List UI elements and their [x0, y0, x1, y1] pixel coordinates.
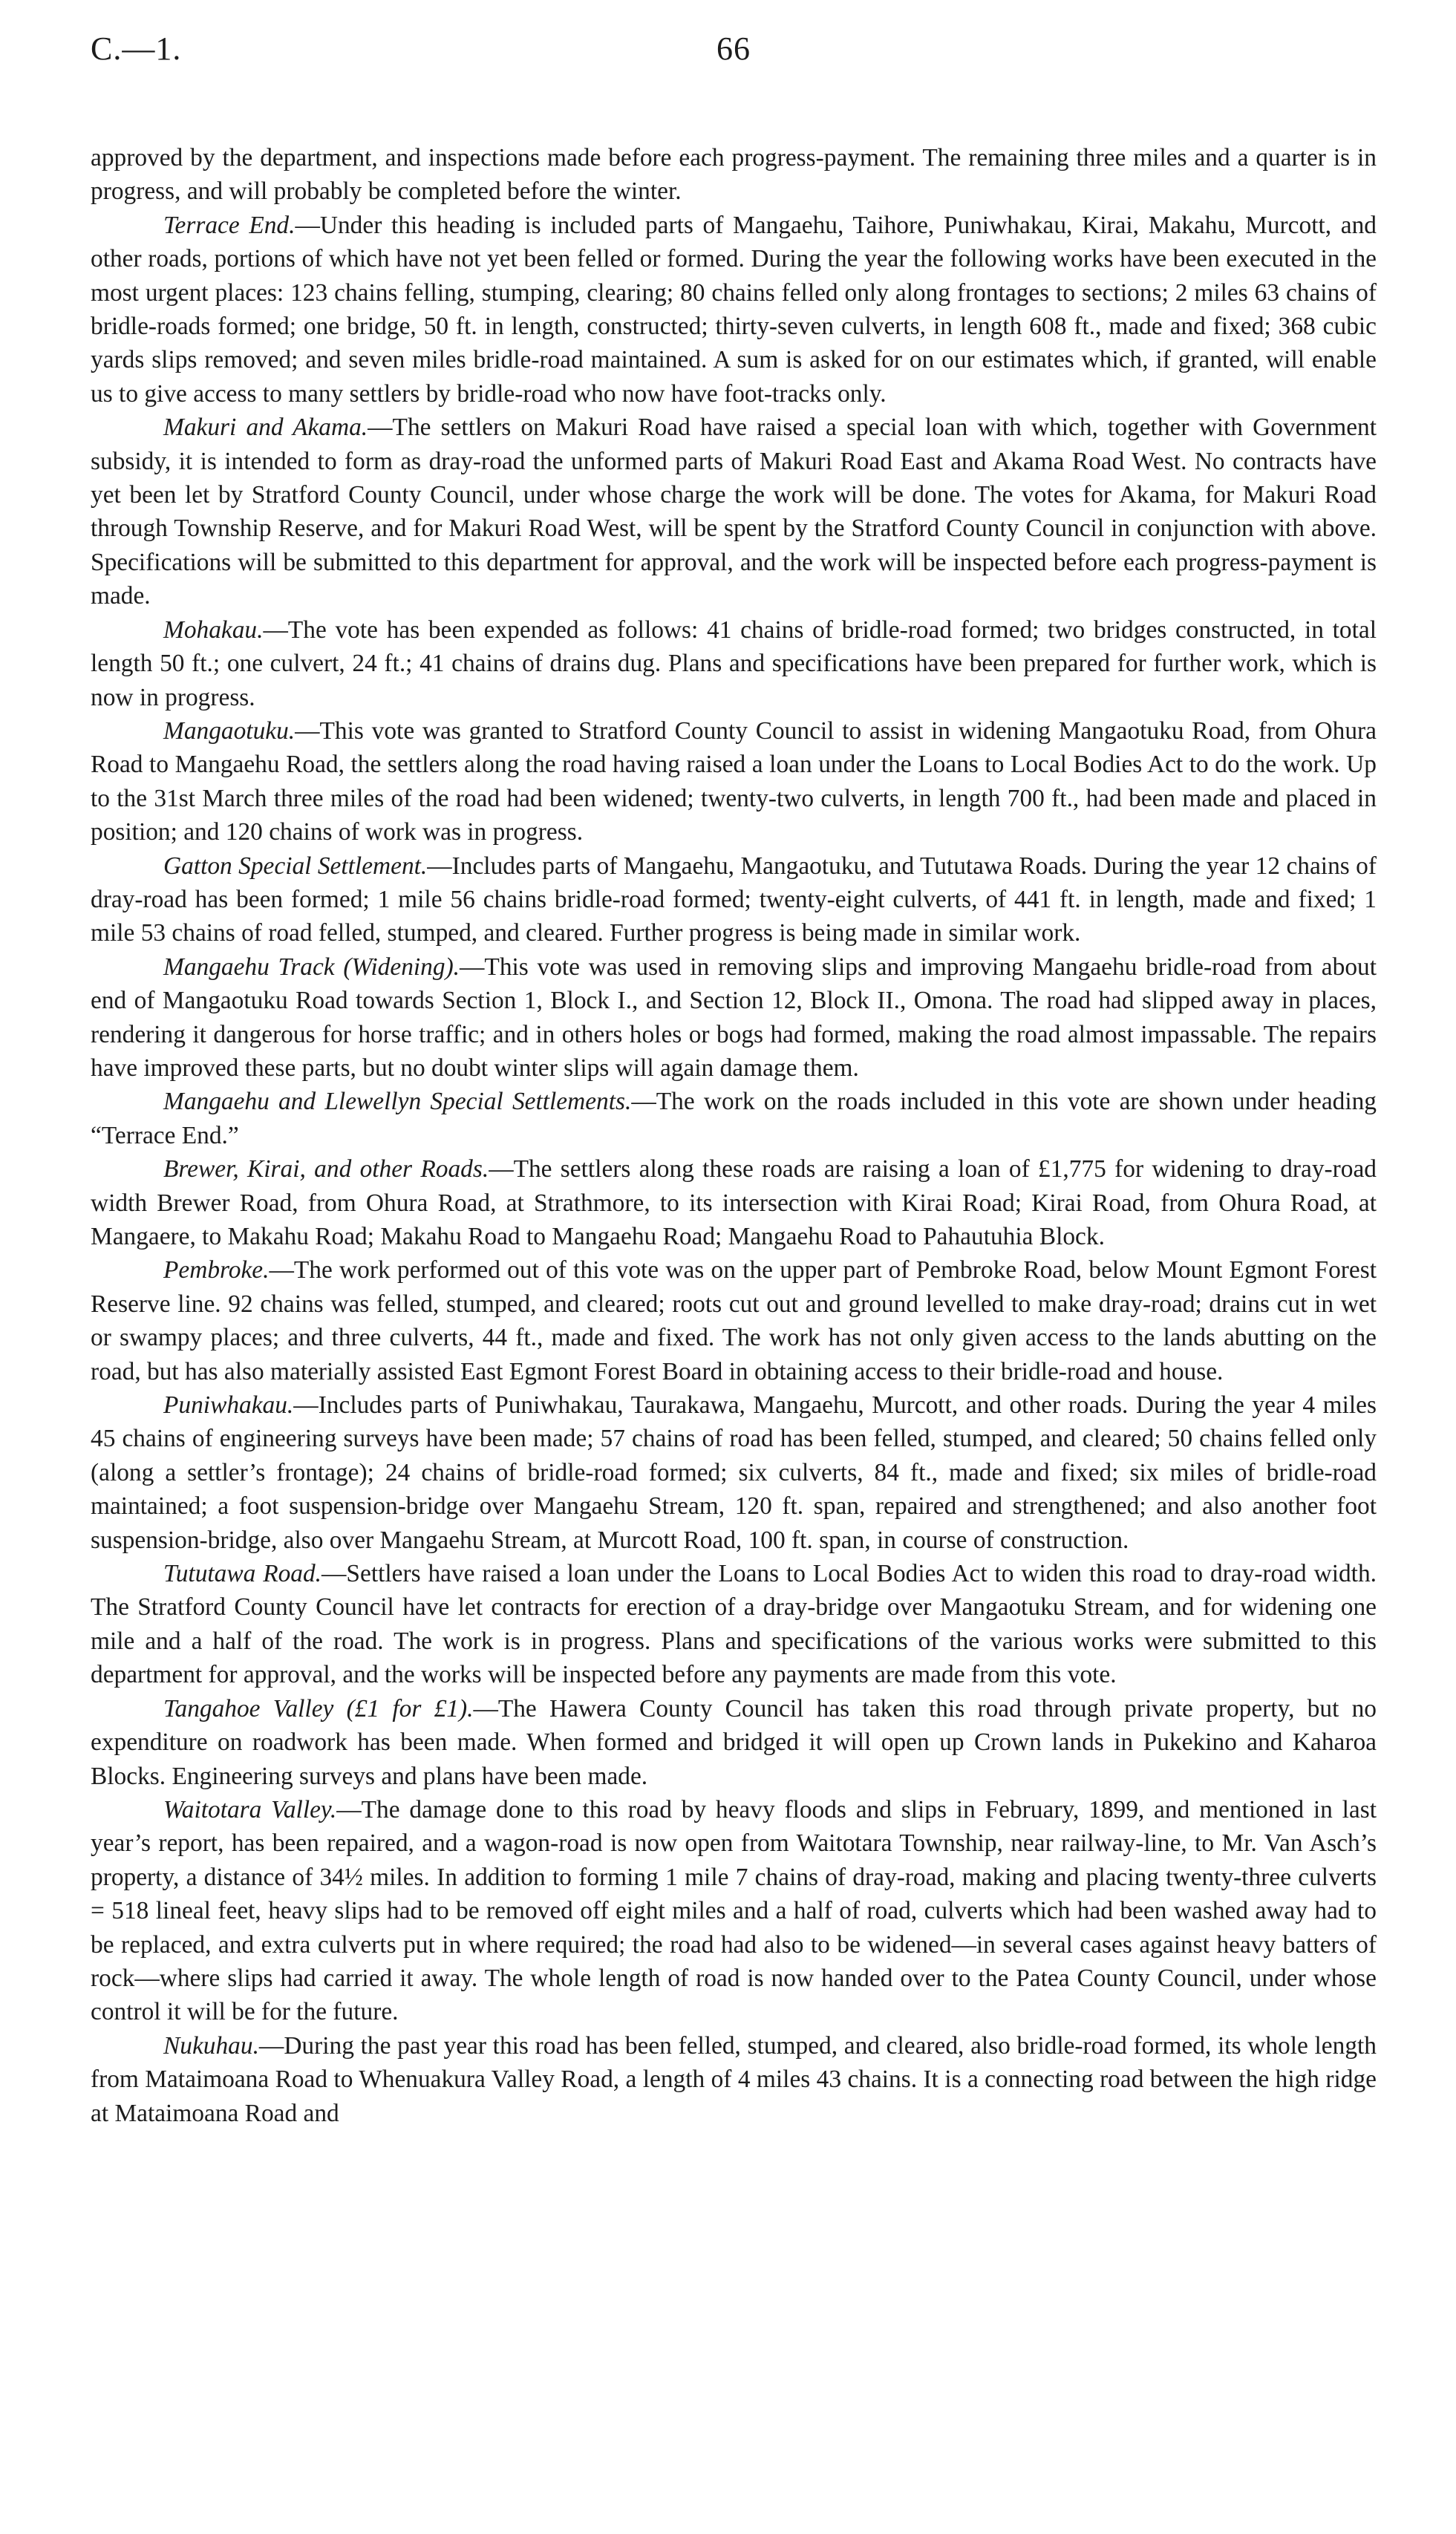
paragraph: [91, 1152, 1377, 1253]
paragraph-text: —During the past year this road has been felled, stumped, and cleared, also bridle-road formed, its whole length from Mataimoana Road to Whenuakura Valley Road, a length of 4 miles 43 chains. It is a connecting road between the high ridge at Mataimoana Road and: [91, 2031, 1377, 2127]
section-heading: Makuri and Akama.: [163, 414, 368, 442]
paragraph-text: —This vote was granted to Stratford County Council to assist in widening Mangaotuku Road, from Ohura Road to Mangaehu Road, the settlers along the road having raised a loan under the Loans to Local Bodies Act to do the work. Up to the 31st March three miles of the road had been widened; twenty-two culverts, in length 700 ft., had been made and placed in position; and 120 chains of work was in progress.: [91, 716, 1377, 846]
paragraph-text: —Includes parts of Mangaehu, Mangaotuku, and Tututawa Roads. During the year 12 chains of dray-road has been formed; 1 mile 56 chains bridle-road formed; twenty-eight culverts, of 441 ft. in length, made and fixed; 1 mile 53 chains of road felled, stumped, and cleared. Further progress is being made in similar work.: [91, 852, 1377, 947]
section-heading: Gatton Special Settlement.: [163, 852, 428, 880]
paragraph: [91, 1692, 1377, 1793]
section-heading: Nukuhau.: [163, 2031, 259, 2060]
paragraph: [91, 1253, 1377, 1388]
paragraph-text: —Under this heading is included parts of Mangaehu, Taihore, Puniwhakau, Kirai, Makahu, Murcott, and other roads, portions of which have not yet been felled or formed. During the year the following works have been executed in the most urgent places: 123 chains felling, stumping, clearing; 80 chains felled only along frontages to sections; 2 miles 63 chains of bridle-roads formed; one bridge, 50 ft. in length, constructed; thirty-seven culverts, in length 608 ft., made and fixed; 368 cubic yards slips removed; and seven miles bridle-road maintained. A sum is asked for on our estimates which, if granted, will enable us to give access to many settlers by bridle-road who now have foot-tracks only.: [91, 211, 1377, 408]
section-heading: Brewer, Kirai, and other Roads.: [163, 1155, 489, 1183]
section-heading: Waitotara Valley.: [163, 1795, 337, 1823]
paragraph-text: —Settlers have raised a loan under the Loans to Local Bodies Act to widen this road to dray-road width. The Stratford County Council have let contracts for erection of a dray-bridge over Mangaotuku Stream, and for widening one mile and a half of the road. The work is in progress. Plans and specifications of the various works were submitted to this department for approval, and the works will be inspected before any payments are made from this vote.: [91, 1560, 1377, 1689]
paragraph-text: —The work on the roads included in this vote are shown under heading “Terrace End.”: [91, 1088, 1377, 1149]
paragraph: [91, 1388, 1377, 1557]
paragraph: [91, 141, 1377, 209]
section-heading: Mohakau.: [163, 615, 264, 644]
document-page: [91, 30, 1377, 2127]
paragraph: [91, 714, 1377, 849]
paragraph: [91, 2029, 1377, 2130]
section-heading: Pembroke.: [163, 1256, 270, 1284]
paragraph-text: —This vote was used in removing slips and improving Mangaehu bridle-road from about end of Mangaotuku Road towards Section 1, Block I., and Section 12, Block II., Omona. The road had slipped away in places, rendering it dangerous for horse traffic; and in others holes or bogs had formed, making the road almost impassable. The repairs have improved these parts, but no doubt winter slips will again damage them.: [91, 953, 1377, 1082]
paragraph-text: —The vote has been expended as follows: 41 chains of bridle-road formed; two bridges constructed, in total length 50 ft.; one culvert, 24 ft.; 41 chains of drains dug. Plans and specifications have been prepared for further work, which is now in progress.: [91, 615, 1377, 711]
paragraph: [91, 950, 1377, 1085]
paragraph-text: —The settlers along these roads are raising a loan of £1,775 for widening to dray-road width Brewer Road, from Ohura Road, at Strathmore, to its intersection with Kirai Road; Kirai Road, from Ohura Road, at Mangaere, to Makahu Road; Makahu Road to Mangaehu Road; Mangaehu Road to Pahautuhia Block.: [91, 1155, 1377, 1250]
paragraph: [91, 613, 1377, 714]
section-heading: Mangaotuku.: [163, 716, 296, 745]
paragraph: [91, 209, 1377, 411]
running-head: [91, 30, 1377, 97]
paragraph-text: —The settlers on Makuri Road have raised a special loan with which, together with Government subsidy, it is intended to form as dray-road the unformed parts of Makuri Road East and Akama Road West. No contracts have yet been let by Stratford County Council, under whose charge the work will be done. The votes for Akama, for Makuri Road through Township Reserve, and for Makuri Road West, will be spent by the Stratford County Council in conjunction with above. Specifications will be submitted to this department for approval, and the work will be inspected before each progress-payment is made.: [91, 414, 1377, 610]
section-heading: Terrace End.: [163, 211, 296, 239]
paragraph: [91, 1557, 1377, 1692]
section-heading: Mangaehu and Llewellyn Special Settlements.: [163, 1088, 632, 1116]
paragraph-text: approved by the department, and inspections made before each progress-payment. The remaining three miles and a quarter is in progress, and will probably be completed before the winter.: [91, 144, 1377, 206]
section-heading: Mangaehu Track (Widening).: [163, 953, 460, 981]
paragraph-text: —The damage done to this road by heavy floods and slips in February, 1899, and mentioned in last year’s report, has been repaired, and a wagon-road is now open from Waitotara Township, near railway-line, to Mr. Van Asch’s property, a distance of 34½ miles. In addition to forming 1 mile 7 chains of dray-road, making and placing twenty-three culverts = 518 lineal feet, heavy slips had to be removed off eight miles and a half of road, culverts which had been washed away had to be replaced, and extra culverts put in where required; the road had also to be widened—in several cases against heavy batters of rock—where slips had carried it away. The whole length of road is now handed over to the Patea County Council, under whose control it will be for the future.: [91, 1795, 1377, 2026]
paragraph-text: —The work performed out of this vote was on the upper part of Pembroke Road, below Mount Egmont Forest Reserve line. 92 chains was felled, stumped, and cleared; roots cut out and ground levelled to make dray-road; drains cut in wet or swampy places; and three culverts, 44 ft., made and fixed. The work has not only given access to the lands abutting on the road, but has also materially assisted East Egmont Forest Board in obtaining access to their bridle-road and house.: [91, 1256, 1377, 1385]
section-heading: Puniwhakau.: [163, 1391, 294, 1420]
paragraph-text: —The Hawera County Council has taken this road through private property, but no expenditure on roadwork has been made. When formed and bridged it will open up Crown lands in Pukekino and Kaharoa Blocks. Engineering surveys and plans have been made.: [91, 1694, 1377, 1790]
paragraph-text: —Includes parts of Puniwhakau, Taurakawa, Mangaehu, Murcott, and other roads. During the year 4 miles 45 chains of engineering surveys have been made; 57 chains of road has been felled, stumped, and cleared; 50 chains felled only (along a settler’s frontage); 24 chains of bridle-road formed; six culverts, 84 ft., made and fixed; six miles of bridle-road maintained; a foot suspension-bridge over Mangaehu Stream, 120 ft. span, repaired and strengthened; and also another foot suspension-bridge, also over Mangaehu Stream, at Murcott Road, 100 ft. span, in course of construction.: [91, 1391, 1377, 1554]
paragraph: [91, 1793, 1377, 2029]
section-heading: Tututawa Road.: [163, 1560, 322, 1588]
document-reference: C.—1.: [91, 30, 182, 67]
section-heading: Tangahoe Valley (£1 for £1).: [163, 1694, 474, 1722]
paragraph: [91, 849, 1377, 950]
paragraph: [91, 411, 1377, 613]
page-number: 66: [716, 30, 751, 67]
body-text: [91, 141, 1377, 2130]
paragraph: [91, 1085, 1377, 1152]
